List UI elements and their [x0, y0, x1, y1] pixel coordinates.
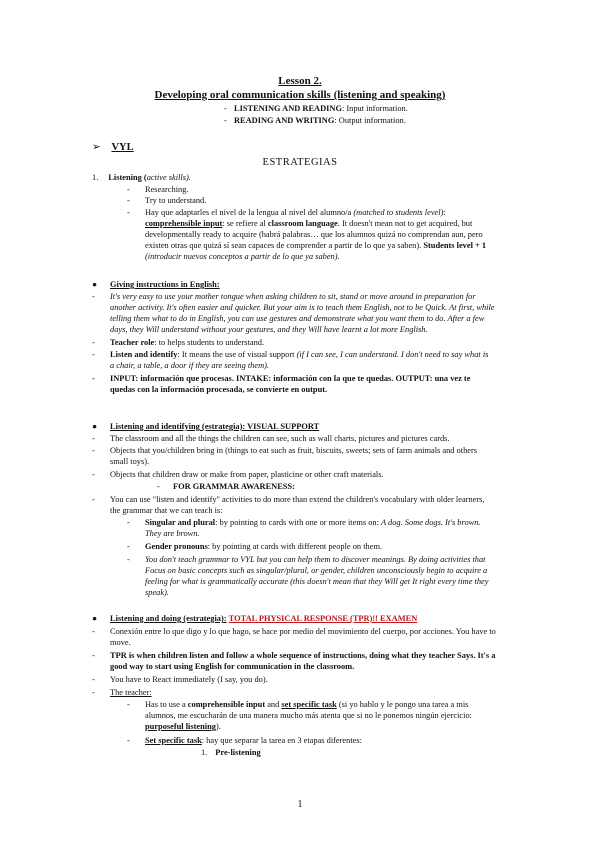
giving-heading: ● Giving instructions in English: [92, 280, 220, 289]
listening-heading: 1. Listening (active skills). [92, 173, 191, 182]
bullet-icon: ● [92, 422, 98, 431]
lesson-title: Lesson 2. [278, 75, 322, 87]
lid-item-cont: small toys). [110, 457, 150, 466]
gender-pronouns: - Gender pronouns: by pointing at cards with different people on them. [127, 542, 383, 551]
lid-heading: ● Listening and identifying (estrategia): VISUAL SUPPORT [92, 422, 320, 431]
ldo-item: - TPR is when children listen and follow a whole sequence of instructions, doing what they teacher Says. It's a [92, 651, 496, 660]
ldo-item: - Conexión entre lo que digo y lo que hago, se hace por medio del movimiento del cuerpo, por acciones. You have to [92, 627, 496, 636]
listening-item-3: - Hay que adaptarles el nivel de la lengua al nivel del alumno/a (matched to students level): [127, 208, 446, 217]
giving-text: another activity. It's often easier and quicker. But your aim is to teach them English, not to be Quick. At first, while [110, 303, 495, 312]
grammar-awareness: - FOR GRAMMAR AWARENESS: [157, 482, 295, 491]
grammar-note: feeling for what is grammatically accurate (this doesn't mean that they Will get It right every time they [145, 577, 489, 586]
header-item-1: - LISTENING AND READING: Input information. [224, 104, 408, 113]
ldo-item-cont: move. [110, 638, 131, 647]
grammar-note: Focus on basic concepts such as singular/plural, or gender, children unconsciously begin to acquire a [145, 566, 488, 575]
estrategias-heading: ESTRATEGIAS [262, 157, 338, 168]
teacher-item-cont: purposeful listening). [145, 722, 221, 731]
giving-text: days, they Will understand without your gestures, and they Will have learnt a lot more English. [110, 325, 428, 334]
teacher-item: - Has to use a comprehensible input and set specific task (si yo hablo y le pongo una tarea a mis [127, 700, 469, 709]
ldo-teacher: - The teacher: [92, 688, 152, 697]
singular-plural-cont: They are brown. [145, 529, 200, 538]
input-intake-output-cont: quedas con la información procesada, se convierte en output. [110, 385, 328, 394]
arrow-icon: ➢ [92, 142, 101, 153]
listening-item-2: - Try to understand. [127, 196, 207, 205]
vyl-heading: ➢ VYL [92, 142, 134, 153]
teacher-item: - Set specific task: hay que separar la tarea en 3 etapas diferentes: [127, 736, 362, 745]
ldo-heading: ● Listening and doing (estrategia): TOTAL PHYSICAL RESPONSE (TPR)!! EXAMEN [92, 614, 418, 623]
lid-item: - You can use "listen and identify" activities to do more than extend the children's vocabulary with older learners, [92, 495, 485, 504]
giving-text: - It's very easy to use your mother tongue when asking children to sit, stand or move around in preparation for [92, 292, 476, 301]
lid-item-cont: the grammar that we can teach is: [110, 506, 223, 515]
listen-identify: - Listen and identify: It means the use of visual support (if I can see, I can understand. I don't need to say what is [92, 350, 489, 359]
input-intake-output: - INPUT: información que procesas. INTAKE: información con la que te quedas. OUTPUT: una vez te [92, 374, 471, 383]
lid-item: - Objects that children draw or make from paper, plasticine or other craft materials. [92, 470, 384, 479]
listening-comprehensible-input: comprehensible input: se refiere al classroom language. It doesn't mean not to get acquired, but [145, 219, 473, 228]
header-item-2: - READING AND WRITING: Output information. [224, 116, 406, 125]
listening-item-1: - Researching. [127, 185, 189, 194]
teacher-item-cont: alumnos, me escucharán de una manera mucho más atenta que si no le ponemos ningún ejercicio: [145, 711, 472, 720]
teacher-role: - Teacher role: to helps students to understand. [92, 338, 265, 347]
listening-text-line: developmentally ready to acquire (habrá palabras… que los alumnos quizá no comprendan aun, pero [145, 230, 483, 239]
ldo-item-cont: good way to start using English for communication in the classroom. [110, 662, 355, 671]
listening-text-line: existen otras que quizá sí sean capaces de comprender a partir de lo que ya saben). Students level + 1 [145, 241, 487, 250]
giving-text: telling them what to do in English, you can use gestures and demonstrate what you want them to do. After a few [110, 314, 485, 323]
bullet-icon: ● [92, 614, 98, 623]
page-number: 1 [297, 799, 303, 810]
singular-plural: - Singular and plural: by pointing to cards with one or more items on: A dog. Some dogs. It's brown. [127, 518, 481, 527]
grammar-note: - You don't teach grammar to VYL but you can help them to discover meanings. By doing activities that [127, 555, 486, 564]
lid-item: - The classroom and all the things the children can see, such as wall charts, pictures and pictures cards. [92, 434, 450, 443]
lid-item: - Objects that you/children bring in (things to eat such as fruit, biscuits, sweets; sets of farm animals and others [92, 446, 478, 455]
lesson-subtitle: Developing oral communication skills (listening and speaking) [154, 89, 446, 101]
bullet-icon: ● [92, 280, 98, 289]
listen-identify-cont: a chair, a table, a door if they are seeing them). [110, 361, 270, 370]
grammar-note: speak). [145, 588, 169, 597]
listening-text-line: (introducir nuevos conceptos a partir de lo que ya saben). [145, 252, 340, 261]
ldo-item: - You have to React immediately (I say, you do). [92, 675, 268, 684]
pre-listening: 1. Pre-listening [201, 748, 261, 757]
